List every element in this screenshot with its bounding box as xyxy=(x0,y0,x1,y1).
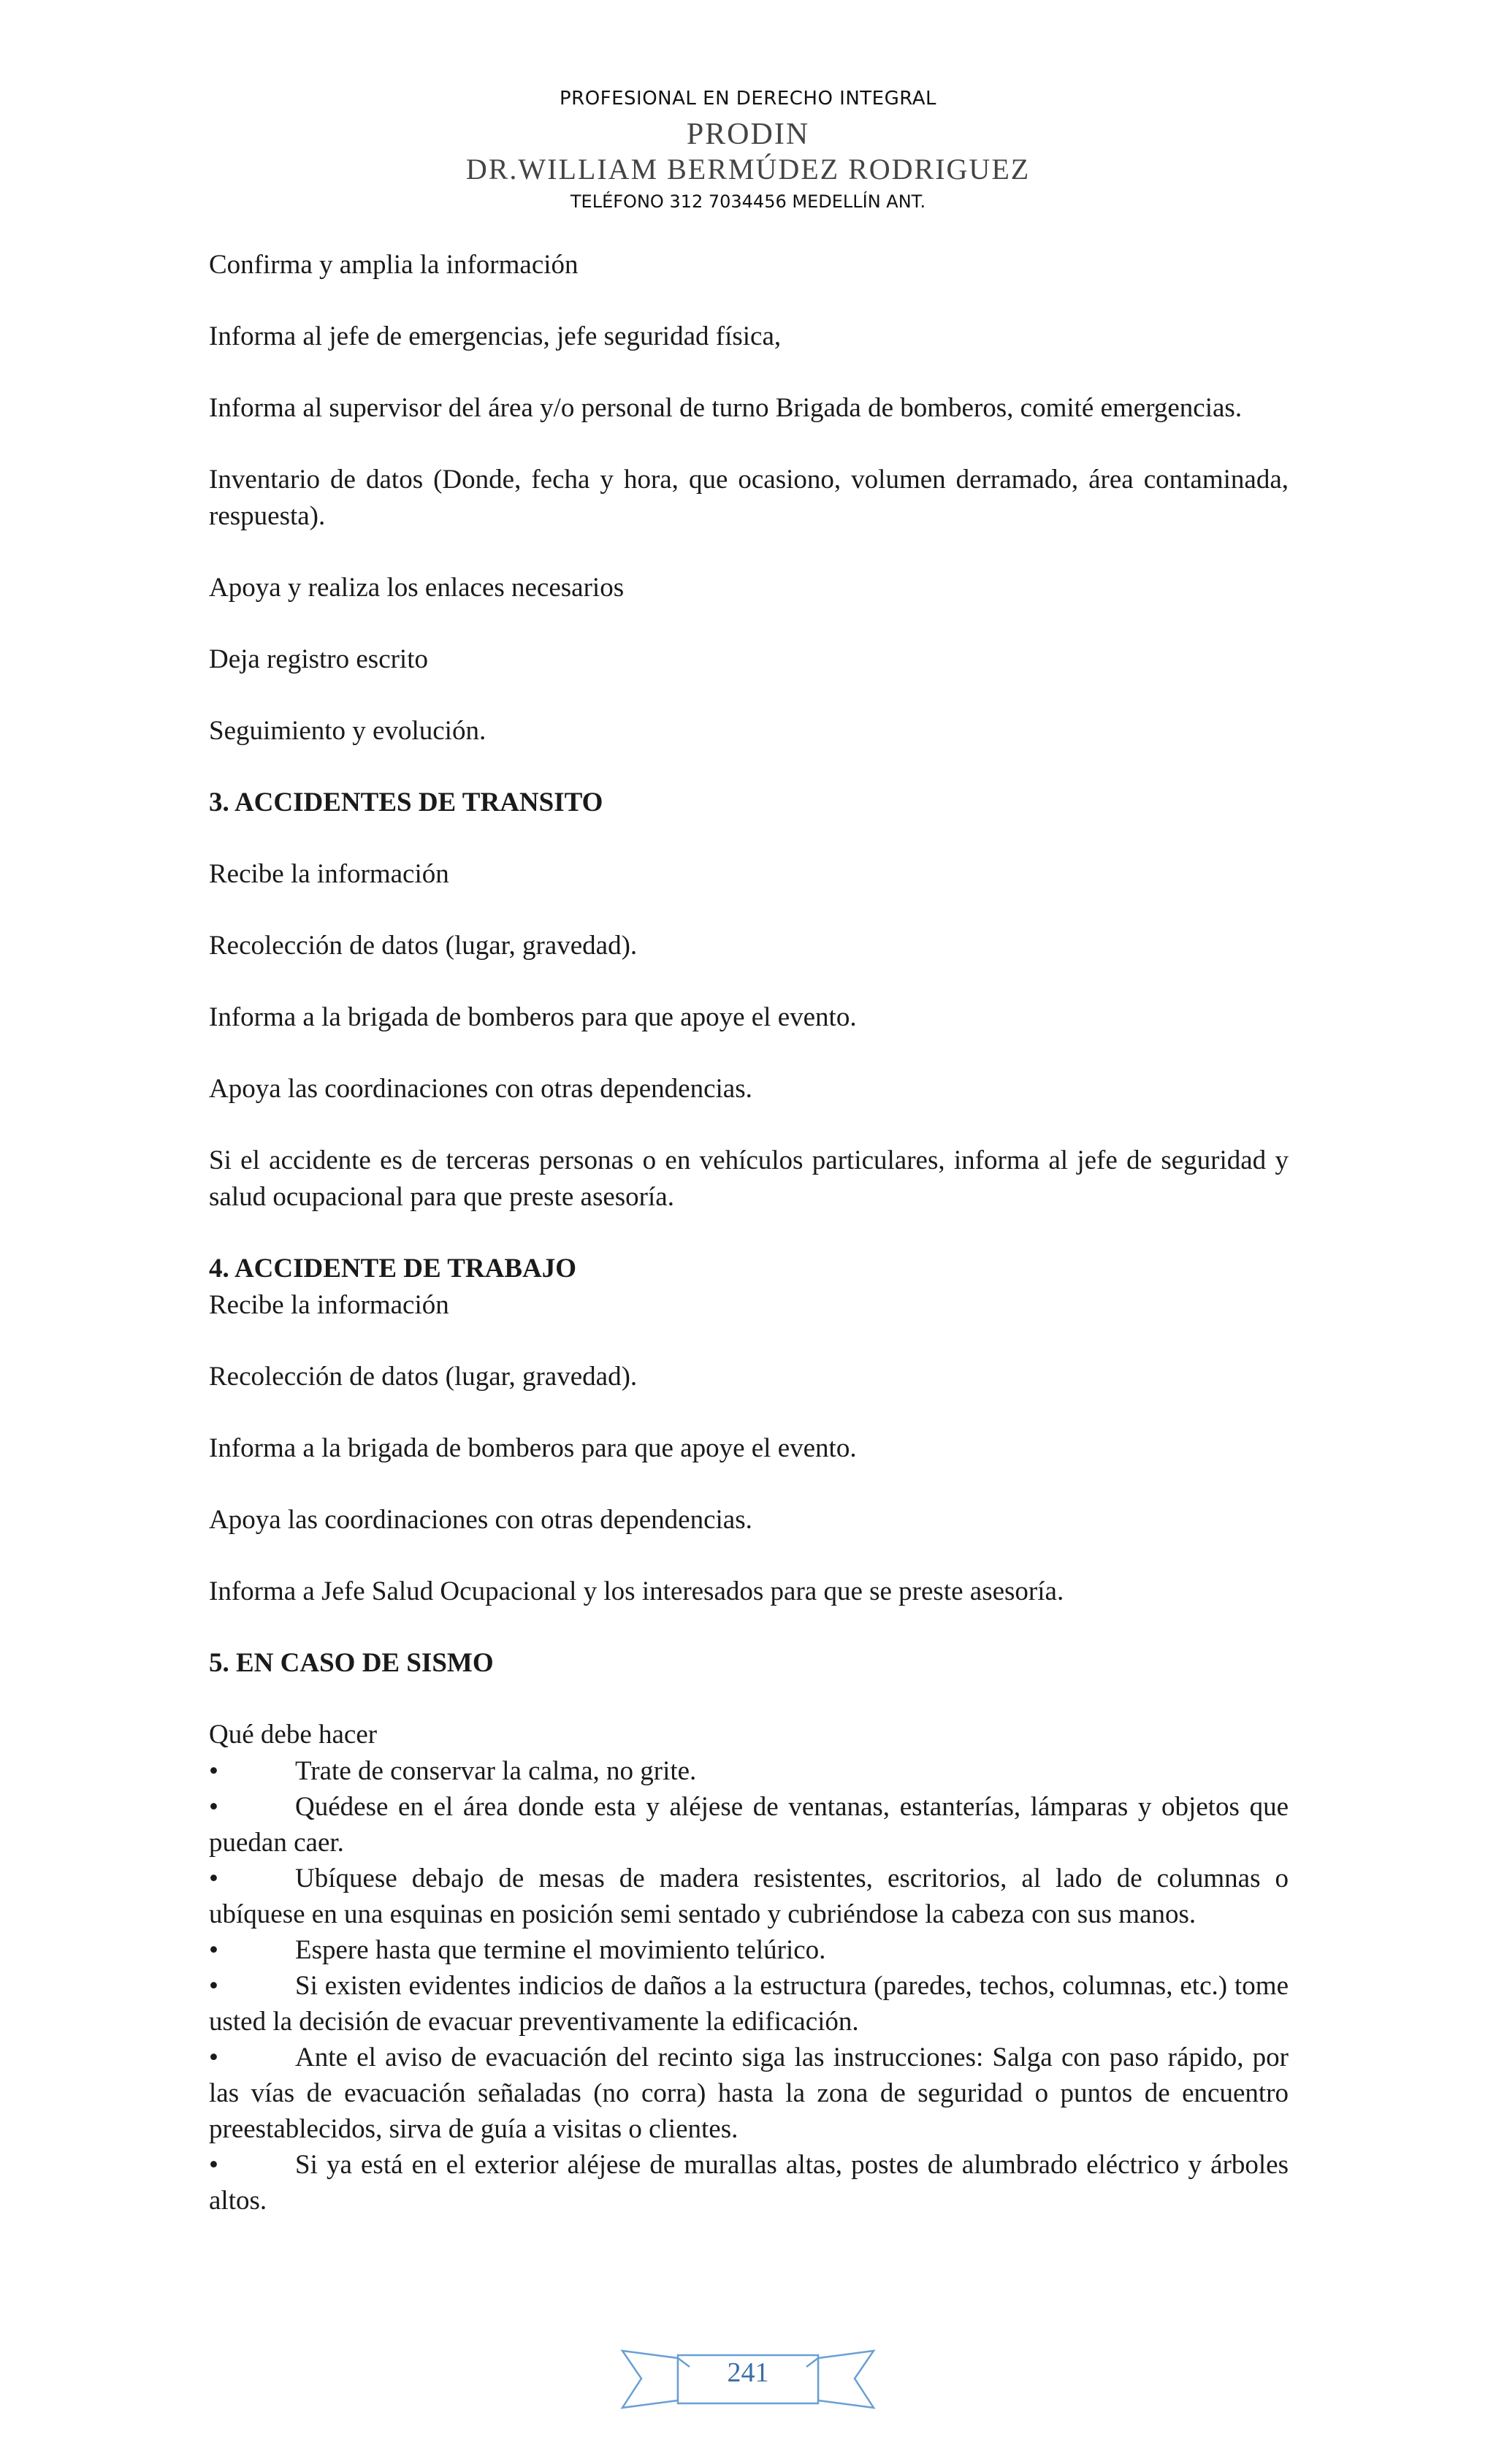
list-item-text: Espere hasta que termine el movimiento telúrico. xyxy=(295,1935,826,1965)
header-phone: TELÉFONO 312 7034456 MEDELLÍN ANT. xyxy=(570,191,926,212)
body-paragraph: Recibe la información xyxy=(209,859,449,889)
list-item xyxy=(209,2040,1289,2147)
body-paragraph: Informa a la brigada de bomberos para que apoye el evento. xyxy=(209,1433,857,1463)
list-item-text: Ubíquese debajo de mesas de madera resistentes, escritorios, al lado de columnas o ubíquese en una esquinas en posición semi sentado y cubriéndose la cabeza con sus manos. xyxy=(209,1864,1289,1929)
section-heading: 4. ACCIDENTE DE TRABAJO xyxy=(209,1254,577,1284)
bullet-marker: • xyxy=(209,1971,218,2001)
bullet-marker: • xyxy=(209,1935,218,1965)
list-item-text: Quédese en el área donde esta y aléjese de ventanas, estanterías, lámparas y objetos que puedan caer. xyxy=(209,1792,1289,1858)
body-paragraph: Confirma y amplia la información xyxy=(209,250,579,280)
bullet-marker: • xyxy=(209,1864,218,1893)
list-item xyxy=(209,1753,1289,1789)
body-paragraph: Seguimiento y evolución. xyxy=(209,716,486,746)
section-heading: 3. ACCIDENTES DE TRANSITO xyxy=(209,787,603,817)
body-paragraph: Recolección de datos (lugar, gravedad). xyxy=(209,931,638,961)
document-body xyxy=(209,247,1289,2219)
body-paragraph: Apoya las coordinaciones con otras dependencias. xyxy=(209,1074,752,1104)
list-item xyxy=(209,1968,1289,2040)
bullet-marker: • xyxy=(209,1756,218,1786)
body-paragraph: Informa al supervisor del área y/o personal de turno Brigada de bomberos, comité emergencias. xyxy=(209,393,1243,423)
body-paragraph: Informa al jefe de emergencias, jefe seguridad física, xyxy=(209,321,782,351)
body-paragraph: Deja registro escrito xyxy=(209,644,428,674)
body-paragraph: Recolección de datos (lugar, gravedad). xyxy=(209,1362,638,1392)
bullet-marker: • xyxy=(209,2042,218,2072)
header-firm-type: PROFESIONAL EN DERECHO INTEGRAL xyxy=(559,88,937,110)
body-paragraph: Apoya y realiza los enlaces necesarios xyxy=(209,573,625,603)
list-item xyxy=(209,1861,1289,1932)
body-paragraph: Informa a Jefe Salud Ocupacional y los interesados para que se preste asesoría. xyxy=(209,1576,1064,1606)
list-intro: Qué debe hacer xyxy=(209,1720,378,1750)
body-paragraph: Si el accidente es de terceras personas o en vehículos particulares, informa al jefe de seguridad y salud ocupacional para que preste asesoría. xyxy=(209,1145,1289,1212)
list-item-text: Si existen evidentes indicios de daños a la estructura (paredes, techos, columnas, etc.) tome usted la decisión de evacuar preventivamente la edificación. xyxy=(209,1971,1289,2037)
page-number: 241 xyxy=(727,2357,769,2388)
body-paragraph: Recibe la información xyxy=(209,1290,449,1320)
body-paragraph: Inventario de datos (Donde, fecha y hora, que ocasiono, volumen derramado, área contaminada, respuesta). xyxy=(209,465,1289,531)
list-item-text: Ante el aviso de evacuación del recinto siga las instrucciones: Salga con paso rápido, por las vías de evacuación señaladas (no corra) hasta la zona de seguridad o puntos de encuentro preestablecidos, sirva de guía a visitas o clientes. xyxy=(209,2042,1289,2144)
list-item xyxy=(209,1932,1289,1968)
body-paragraph: Informa a la brigada de bomberos para que apoye el evento. xyxy=(209,1002,857,1032)
section-heading: 5. EN CASO DE SISMO xyxy=(209,1648,494,1678)
list-item-text: Trate de conservar la calma, no grite. xyxy=(295,1756,697,1786)
list-item xyxy=(209,2147,1289,2219)
header-firm-name: PRODIN xyxy=(686,118,810,151)
list-item-text: Si ya está en el exterior aléjese de murallas altas, postes de alumbrado eléctrico y árboles altos. xyxy=(209,2150,1289,2216)
body-paragraph: Apoya las coordinaciones con otras dependencias. xyxy=(209,1505,752,1535)
bullet-marker: • xyxy=(209,1792,218,1822)
bullet-marker: • xyxy=(209,2150,218,2180)
header-lawyer-name: DR.WILLIAM BERMÚDEZ RODRIGUEZ xyxy=(465,153,1031,186)
list-item xyxy=(209,1789,1289,1861)
